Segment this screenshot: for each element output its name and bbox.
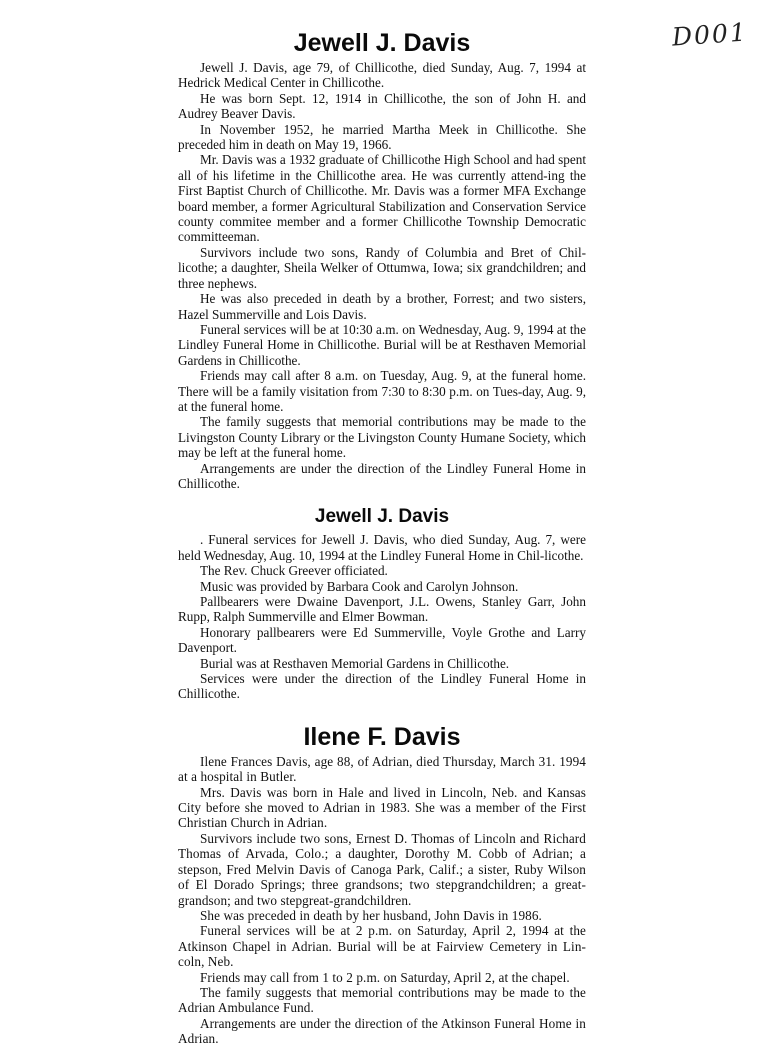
obituary-paragraph: Friends may call from 1 to 2 p.m. on Saturday, April 2, at the chapel. <box>200 969 570 985</box>
obituary-paragraph: Arrangements are under the direction of the Atkinson Funeral Home in Adrian. <box>178 1015 586 1047</box>
obituary-jewell-davis <box>178 28 586 491</box>
obituary-paragraph: Funeral services will be at 10:30 a.m. on Wednesday, Aug. 9, 1994 at the Lindley Funeral Home in Chillicothe. Burial will be at Resthaven Memorial Gardens in Chillicothe. <box>178 321 586 368</box>
funeral-notice-jewell-davis <box>178 505 586 701</box>
obituary-paragraph: The family suggests that memorial contributions may be made to the Adrian Ambulance Fund. <box>178 984 586 1016</box>
obituary-paragraph: Pallbearers were Dwaine Davenport, J.L. Owens, Stanley Garr, John Rupp, Ralph Summerville and Elmer Bowman. <box>178 594 586 625</box>
obituary-headline: Jewell J. Davis <box>293 29 471 57</box>
obituary-paragraph: Friends may call after 8 a.m. on Tuesday, Aug. 9, at the funeral home. There will be a family visitation from 7:30 to 8:30 p.m. on Tues-day, Aug. 9, at the funeral home. <box>178 368 586 414</box>
obituary-paragraph: In November 1952, he married Martha Meek in Chillicothe. She preceded him in death on May 19, 1966. <box>178 121 586 153</box>
obituary-headline: Jewell J. Davis <box>314 506 450 528</box>
obituary-paragraph: Mr. Davis was a 1932 graduate of Chillicothe High School and had spent all of his lifetime in the Chillicothe area. He was currently attend-ing the First Baptist Church of Chillicothe. Mr. Davis was a former MFA Exchange board member, a former Agricultural Stabilization and Conservation Service county commitee member and a former Chillicothe Township Democratic committeeman. <box>178 152 586 245</box>
obituary-paragraph: He was born Sept. 12, 1914 in Chillicothe, the son of John H. and Audrey Beaver Davis. <box>178 90 586 122</box>
obituary-paragraph: Services were under the direction of the Lindley Funeral Home in Chillicothe. <box>178 671 586 702</box>
handwritten-page-annotation: D001 <box>671 17 749 52</box>
obituary-paragraph: Jewell J. Davis, age 79, of Chillicothe, died Sunday, Aug. 7, 1994 at Hedrick Medical Center in Chillicothe. <box>178 60 586 91</box>
obituary-paragraph: Survivors include two sons, Ernest D. Thomas of Lincoln and Richard Thomas of Arvada, Colo.; a daughter, Dorothy M. Cobb of Adrian; a stepson, Fred Melvin Davis of Canoga Park, Calif.; a sister, Ruby Wilson of El Dorado Springs; three grandsons; two stepgrandchildren; a great-grandson; and two stepgreat-grandchildren. <box>178 830 586 908</box>
obituary-paragraph: The family suggests that memorial contributions may be made to the Livingston County Library or the Livingston County Humane Society, which may be left at the funeral home. <box>178 414 586 461</box>
obituary-paragraph: Funeral services will be at 2 p.m. on Saturday, April 2, 1994 at the Atkinson Chapel in Adrian. Burial will be at Fairview Cemetery in Lin-coln, Neb. <box>178 923 586 970</box>
obituary-column <box>178 28 586 1047</box>
obituary-paragraph: . Funeral services for Jewell J. Davis, who died Sunday, Aug. 7, were held Wednesday, Aug. 10, 1994 at the Lindley Funeral Home in Chil-licothe. <box>178 532 586 563</box>
obituary-paragraph: Music was provided by Barbara Cook and Carolyn Johnson. <box>200 578 519 594</box>
obituary-paragraph: Burial was at Resthaven Memorial Gardens in Chillicothe. <box>200 655 510 671</box>
obituary-headline: Ilene F. Davis <box>303 722 461 751</box>
obituary-paragraph: Survivors include two sons, Randy of Columbia and Bret of Chil-licothe; a daughter, Sheila Welker of Ottumwa, Iowa; six grandchildren; and three nephews. <box>178 244 586 291</box>
obituary-paragraph: Honorary pallbearers were Ed Summerville, Voyle Grothe and Larry Davenport. <box>178 624 586 656</box>
obituary-paragraph: The Rev. Chuck Greever officiated. <box>200 563 388 579</box>
obituary-paragraph: She was preceded in death by her husband, John Davis in 1986. <box>200 907 542 923</box>
obituary-paragraph: Mrs. Davis was born in Hale and lived in Lincoln, Neb. and Kansas City before she moved to Adrian in 1983. She was a member of the First Christian Church in Adrian. <box>178 784 586 831</box>
obituary-paragraph: He was also preceded in death by a brother, Forrest; and two sisters, Hazel Summerville and Lois Davis. <box>178 291 586 322</box>
obituary-paragraph: Arrangements are under the direction of the Lindley Funeral Home in Chillicothe. <box>178 460 586 491</box>
obituary-ilene-davis <box>178 722 586 1047</box>
obituary-paragraph: Ilene Frances Davis, age 88, of Adrian, died Thursday, March 31. 1994 at a hospital in Butler. <box>178 753 586 785</box>
